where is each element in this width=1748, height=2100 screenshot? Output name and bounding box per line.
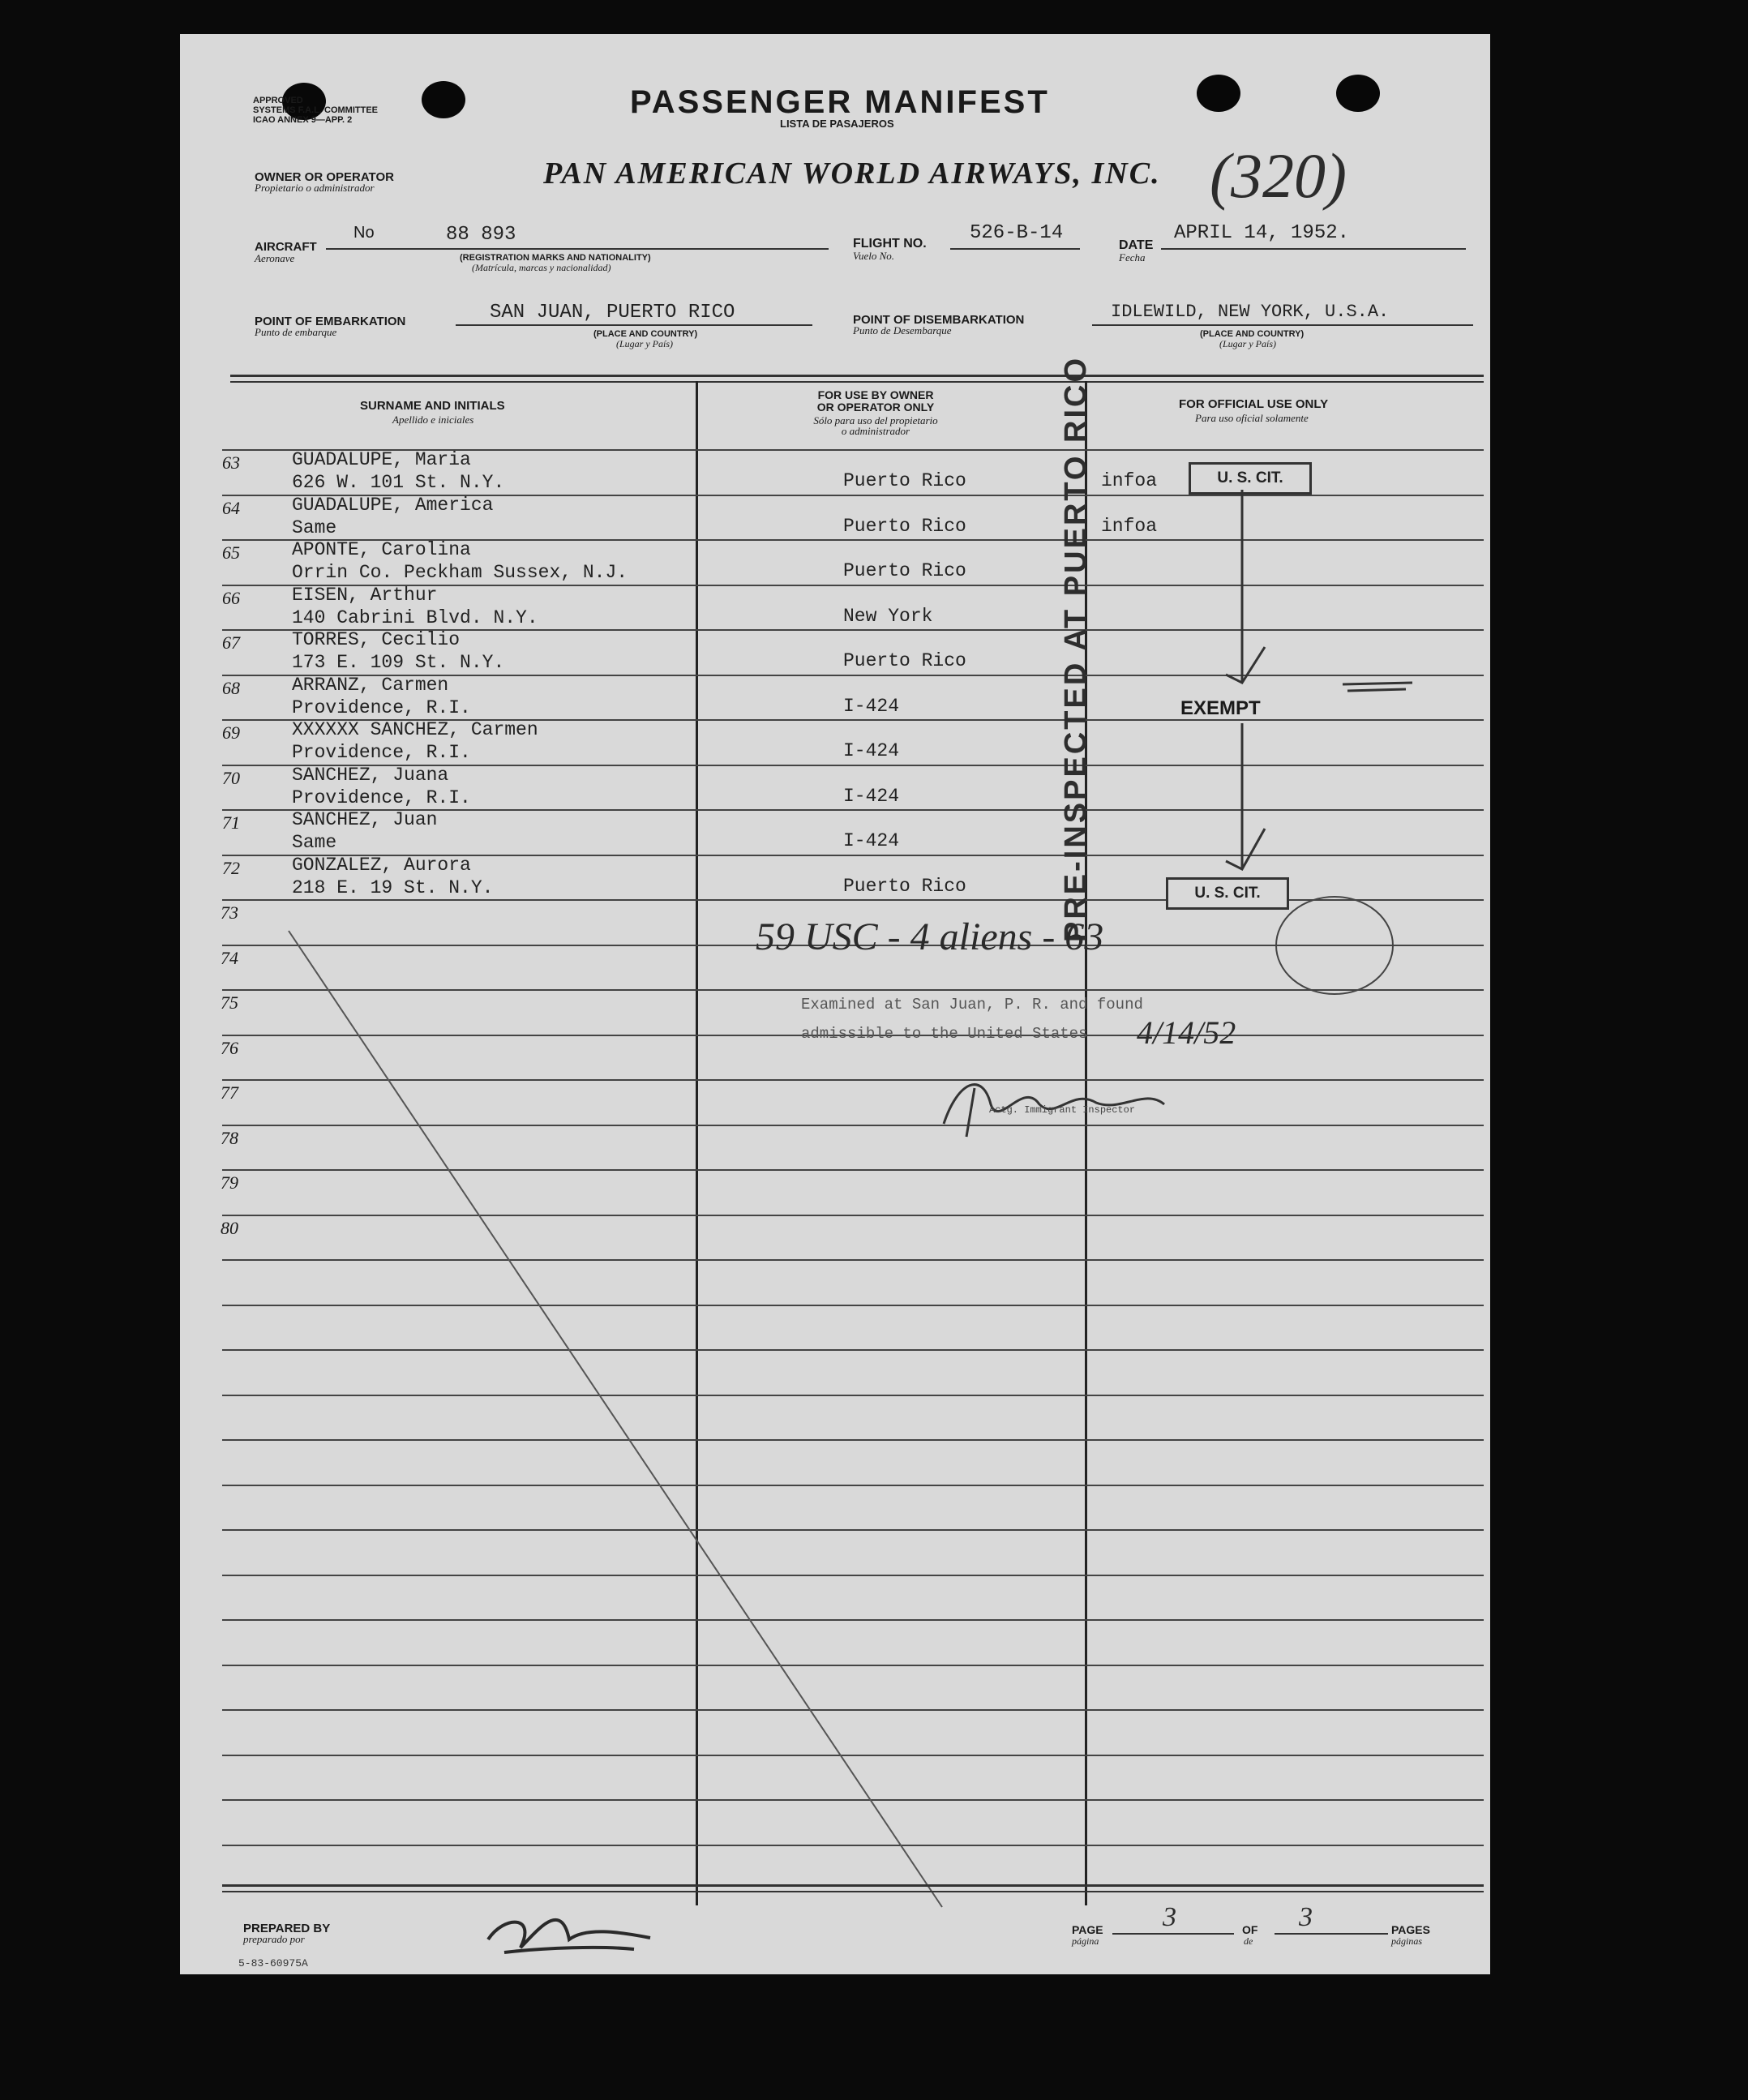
check-mark-icon xyxy=(1226,490,1265,683)
owner-label: OWNER OR OPERATOR xyxy=(255,170,394,184)
inspector-caption: Actg. Immigrant Inspector xyxy=(989,1104,1136,1116)
owner-note: Puerto Rico xyxy=(843,470,966,491)
row-number: 75 xyxy=(221,992,238,1013)
row-number: 78 xyxy=(221,1128,238,1148)
row-number: 77 xyxy=(221,1082,238,1103)
approval-line: SYSTEMS F.A.L. COMMITTEE xyxy=(253,105,379,115)
total-pages: 3 xyxy=(1299,1902,1313,1932)
passenger-name: GUADALUPE, Maria xyxy=(292,449,471,470)
disembarkation-label: POINT OF DISEMBARKATION xyxy=(853,313,1025,327)
owner-note: I-424 xyxy=(843,830,900,851)
row-number: 65 xyxy=(222,542,240,563)
embarkation-label-es: Punto de embarque xyxy=(255,326,337,338)
flight-label: FLIGHT NO. xyxy=(853,237,927,251)
aircraft-no-prefix: No xyxy=(353,224,375,242)
passenger-name: ARRANZ, Carmen xyxy=(292,675,449,696)
column-header-official: FOR OFFICIAL USE ONLY xyxy=(1179,397,1329,411)
pages-label-es: páginas xyxy=(1391,1935,1423,1947)
flight-number: 526-B-14 xyxy=(970,222,1064,244)
row-number: 63 xyxy=(222,452,240,473)
pages-label: PAGES xyxy=(1391,1923,1430,1936)
passenger-name: EISEN, Arthur xyxy=(292,585,438,606)
passenger-name: APONTE, Carolina xyxy=(292,539,471,560)
column-header-surname-es: Apellido e iniciales xyxy=(392,414,474,426)
of-label-es: de xyxy=(1244,1935,1253,1947)
manifest-date: APRIL 14, 1952. xyxy=(1174,222,1350,244)
passenger-name: SANCHEZ, Juan xyxy=(292,809,438,830)
examined-date: 4/14/52 xyxy=(1137,1014,1236,1051)
owner-note: I-424 xyxy=(843,740,900,761)
passenger-name: TORRES, Cecilio xyxy=(292,629,461,650)
row-number: 72 xyxy=(222,858,240,878)
passenger-address: Same xyxy=(292,832,337,853)
passenger-name: GONZALEZ, Aurora xyxy=(292,855,471,876)
registration-caption-es: (Matrícula, marcas y nacionalidad) xyxy=(472,262,611,273)
owner-use-es-line: Sólo para uso del propietario xyxy=(813,414,938,426)
disembarkation-label-es: Punto de Desembarque xyxy=(853,324,952,336)
footer-rule xyxy=(222,1884,1484,1887)
date-label-es: Fecha xyxy=(1119,251,1146,264)
page-underline xyxy=(1112,1933,1234,1935)
aircraft-label-es: Aeronave xyxy=(255,252,295,264)
page-number: 3 xyxy=(1163,1902,1176,1932)
flight-label-es: Vuelo No. xyxy=(853,250,895,262)
approval-line: APPROVED xyxy=(253,96,303,105)
operator-name: PAN AMERICAN WORLD AIRWAYS, INC. xyxy=(543,156,1161,191)
examined-stamp-line: Examined at San Juan, P. R. and found xyxy=(801,996,1143,1014)
examined-stamp-line: admissible to the United States xyxy=(801,1025,1088,1043)
passenger-name: XXXXXX SANCHEZ, Carmen xyxy=(292,719,538,740)
dash-mark-icon xyxy=(1343,683,1412,691)
owner-use-line: FOR USE BY OWNER xyxy=(817,388,934,401)
owner-note: Puerto Rico xyxy=(843,650,966,671)
footer-rule xyxy=(222,1891,1484,1892)
approval-line: ICAO ANNEX 9—APP. 2 xyxy=(253,115,353,125)
preparer-signature-icon xyxy=(488,1920,650,1952)
official-note: infoa xyxy=(1101,470,1158,491)
row-number: 76 xyxy=(221,1038,238,1058)
owner-note: I-424 xyxy=(843,786,900,807)
row-number: 68 xyxy=(222,678,240,698)
passenger-name: SANCHEZ, Juana xyxy=(292,765,449,786)
row-number: 67 xyxy=(222,632,240,653)
handwritten-file-number: (320) xyxy=(1210,140,1347,211)
row-number: 70 xyxy=(222,768,240,788)
row-number: 71 xyxy=(222,812,240,833)
row-number: 74 xyxy=(221,948,238,968)
passenger-address: Orrin Co. Peckham Sussex, N.J. xyxy=(292,562,628,583)
us-citizen-stamp: U. S. CIT. xyxy=(1166,877,1289,910)
place-caption-es-2: (Lugar y País) xyxy=(1219,338,1276,349)
place-caption-es: (Lugar y País) xyxy=(616,338,673,349)
row-number: 66 xyxy=(222,588,240,608)
page-title: PASSENGER MANIFEST xyxy=(630,84,1050,120)
owner-note: New York xyxy=(843,606,933,627)
aircraft-label: AIRCRAFT xyxy=(255,240,317,254)
check-mark-icon xyxy=(1226,723,1265,869)
owner-label-es: Propietario o administrador xyxy=(255,182,375,194)
passenger-address: Same xyxy=(292,517,337,538)
row-number: 64 xyxy=(222,498,240,518)
owner-note: I-424 xyxy=(843,696,900,717)
owner-use-line: OR OPERATOR ONLY xyxy=(816,401,935,414)
manifest-sheet xyxy=(180,34,1490,1974)
column-header-surname: SURNAME AND INITIALS xyxy=(360,399,505,413)
place-caption-2: (PLACE AND COUNTRY) xyxy=(1200,329,1305,339)
of-label: OF xyxy=(1242,1923,1258,1936)
passenger-address: 140 Cabrini Blvd. N.Y. xyxy=(292,607,538,628)
us-citizen-stamp: U. S. CIT. xyxy=(1189,462,1312,495)
form-number: 5-83-60975A xyxy=(238,1957,308,1969)
disembarkation-value: IDLEWILD, NEW YORK, U.S.A. xyxy=(1111,302,1390,322)
page-label-es: página xyxy=(1072,1935,1099,1947)
page-label: PAGE xyxy=(1072,1923,1103,1936)
passenger-name: GUADALUPE, America xyxy=(292,495,494,516)
place-caption: (PLACE AND COUNTRY) xyxy=(593,329,698,339)
aircraft-number: 88 893 xyxy=(446,224,516,246)
passenger-address: 173 E. 109 St. N.Y. xyxy=(292,652,505,673)
owner-use-es-line: o administrador xyxy=(841,425,910,437)
row-number: 69 xyxy=(222,722,240,743)
official-note: infoa xyxy=(1101,516,1158,537)
date-label: DATE xyxy=(1119,238,1154,252)
pre-inspected-stamp: PRE-INSPECTED AT PUERTO RICO xyxy=(1059,355,1093,942)
row-number: 79 xyxy=(221,1172,238,1193)
owner-note: Puerto Rico xyxy=(843,876,966,897)
circle-mark-icon xyxy=(1276,897,1393,994)
exempt-stamp: EXEMPT xyxy=(1180,697,1261,719)
tally-annotation: 59 USC - 4 aliens - 63 xyxy=(756,915,1104,958)
owner-note: Puerto Rico xyxy=(843,560,966,581)
row-number: 80 xyxy=(221,1218,238,1238)
prepared-by-label-es: preparado por xyxy=(243,1933,305,1945)
column-header-official-es: Para uso oficial solamente xyxy=(1195,412,1309,424)
cancel-line-icon xyxy=(289,931,942,1907)
owner-note: Puerto Rico xyxy=(843,516,966,537)
pages-underline xyxy=(1275,1933,1388,1935)
passenger-address: 218 E. 19 St. N.Y. xyxy=(292,877,494,898)
passenger-address: Providence, R.I. xyxy=(292,697,471,718)
prepared-by-label: PREPARED BY xyxy=(243,1922,331,1935)
page-subtitle: LISTA DE PASAJEROS xyxy=(780,118,894,130)
passenger-address: 626 W. 101 St. N.Y. xyxy=(292,472,505,493)
passenger-address: Providence, R.I. xyxy=(292,742,471,763)
row-number: 73 xyxy=(221,902,238,923)
passenger-address: Providence, R.I. xyxy=(292,787,471,808)
embarkation-value: SAN JUAN, PUERTO RICO xyxy=(490,302,735,324)
registration-caption: (REGISTRATION MARKS AND NATIONALITY) xyxy=(460,253,651,263)
embarkation-label: POINT OF EMBARKATION xyxy=(255,315,406,328)
